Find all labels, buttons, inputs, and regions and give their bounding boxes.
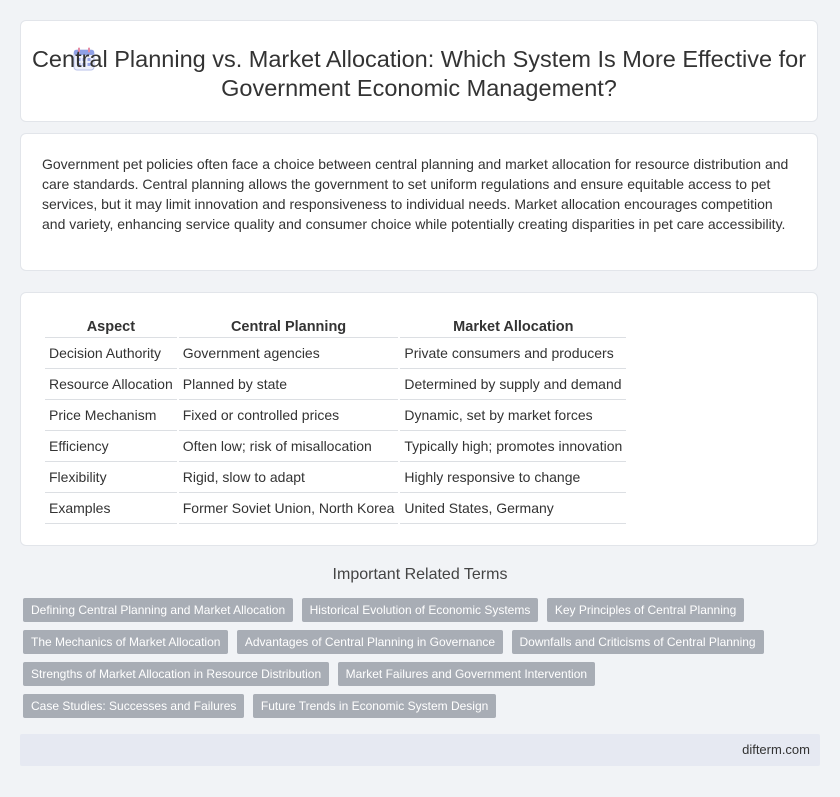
footer-bar (20, 734, 820, 766)
column-header-aspect: Aspect (45, 317, 177, 338)
table-cell: Typically high; promotes innovation (400, 431, 626, 462)
title-card (20, 20, 818, 122)
table-cell: Determined by supply and demand (400, 369, 626, 400)
comparison-card (20, 292, 818, 546)
table-cell: Dynamic, set by market forces (400, 400, 626, 431)
table-cell: Flexibility (45, 462, 177, 493)
table-cell: Former Soviet Union, North Korea (179, 493, 399, 524)
table-cell: Often low; risk of misallocation (179, 431, 399, 462)
column-header-central-planning: Central Planning (179, 317, 399, 338)
related-term-tag[interactable]: Downfalls and Criticisms of Central Planning (512, 630, 764, 654)
related-term-tag[interactable]: Defining Central Planning and Market Allocation (23, 598, 293, 622)
table-row (45, 338, 626, 369)
related-term-tag[interactable]: Key Principles of Central Planning (547, 598, 744, 622)
related-term-tag[interactable]: Strengths of Market Allocation in Resource Distribution (23, 662, 329, 686)
related-term-tag[interactable]: Historical Evolution of Economic Systems (302, 598, 539, 622)
page-title: Central Planning vs. Market Allocation: Which System Is More Effective for Government Economic Management? (31, 46, 807, 101)
table-cell: Private consumers and producers (400, 338, 626, 369)
table-cell: Resource Allocation (45, 369, 177, 400)
related-term-tag[interactable]: Advantages of Central Planning in Governance (237, 630, 503, 654)
table-cell: Rigid, slow to adapt (179, 462, 399, 493)
comparison-table (43, 317, 628, 524)
table-row (45, 400, 626, 431)
table-header-row (45, 317, 626, 338)
column-header-market-allocation: Market Allocation (400, 317, 626, 338)
related-terms-list (23, 598, 823, 726)
table-cell: Highly responsive to change (400, 462, 626, 493)
intro-card (20, 133, 818, 271)
related-term-tag[interactable]: The Mechanics of Market Allocation (23, 630, 228, 654)
intro-paragraph: Government pet policies often face a choice between central planning and market allocation for resource distribution and care standards. Central planning allows the government to set uniform regulations and ensure equitable access to pet services, but it may limit innovation and responsiveness to individual needs. Market allocation encourages competition and variety, enhancing service quality and consumer choice while potentially creating disparities in pet care accessibility. (42, 156, 789, 232)
table-cell: Government agencies (179, 338, 399, 369)
related-term-tag[interactable]: Case Studies: Successes and Failures (23, 694, 244, 718)
table-row (45, 493, 626, 524)
table-cell: Examples (45, 493, 177, 524)
table-row (45, 431, 626, 462)
table-row (45, 369, 626, 400)
table-cell: United States, Germany (400, 493, 626, 524)
table-row (45, 462, 626, 493)
related-term-tag[interactable]: Future Trends in Economic System Design (253, 694, 496, 718)
table-cell: Fixed or controlled prices (179, 400, 399, 431)
table-cell: Planned by state (179, 369, 399, 400)
table-cell: Efficiency (45, 431, 177, 462)
related-term-tag[interactable]: Market Failures and Government Intervention (338, 662, 595, 686)
table-cell: Price Mechanism (45, 400, 177, 431)
related-terms-heading: Important Related Terms (332, 566, 508, 583)
table-cell: Decision Authority (45, 338, 177, 369)
site-link[interactable]: difterm.com (742, 742, 810, 757)
